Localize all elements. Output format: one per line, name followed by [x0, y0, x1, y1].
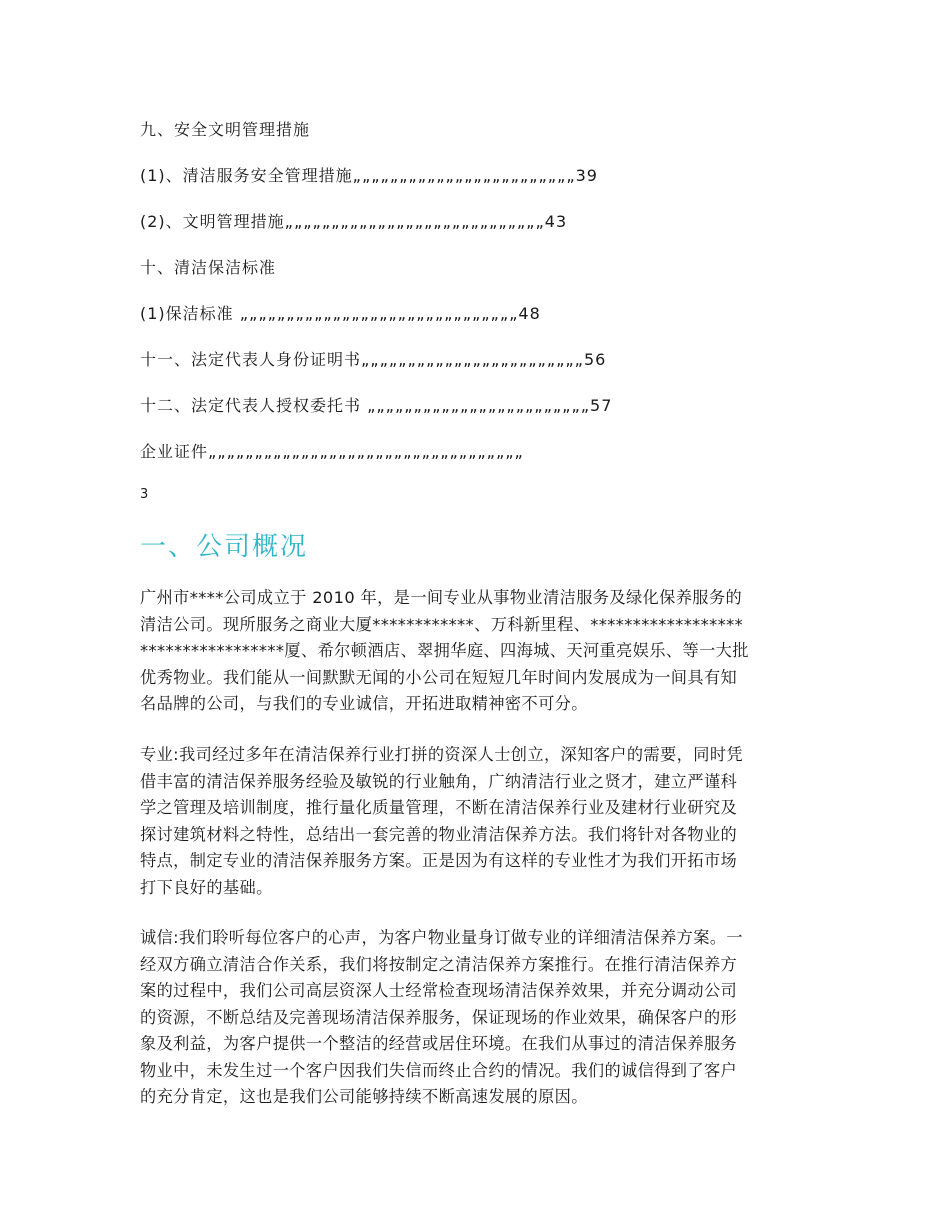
- paragraph-line: 的资源，不断总结及完善现场清洁保养服务，保证现场的作业效果，确保客户的形: [140, 1007, 738, 1027]
- toc-item-section-11: 十一、法定代表人身份证明书„„„„„„„„„„„„„„„„„„„„„„„„56: [140, 350, 607, 369]
- page-number: 3: [140, 487, 149, 502]
- paragraph-line: 打下良好的基础。: [140, 877, 273, 897]
- paragraph-line: 物业中，未发生过一个客户因我们失信而终止合约的情况。我们的诚信得到了客户: [140, 1060, 738, 1080]
- paragraph-line: 探讨建筑材料之特性，总结出一套完善的物业清洁保养方法。我们将针对各物业的: [140, 824, 738, 844]
- paragraph-line: 经双方确立清洁合作关系，我们将按制定之清洁保养方案推行。在推行清洁保养方: [140, 954, 738, 974]
- paragraph-line: 优秀物业。我们能从一间默默无闻的小公司在短短几年时间内发展成为一间具有知: [140, 667, 738, 687]
- toc-item-cleaning-standard: (1)保洁标准 „„„„„„„„„„„„„„„„„„„„„„„„„„„„„„48: [140, 304, 541, 323]
- toc-item-certificates: 企业证件„„„„„„„„„„„„„„„„„„„„„„„„„„„„„„„„„„: [140, 442, 524, 461]
- paragraph-line: 象及利益，为客户提供一个整洁的经营或居住环境。在我们从事过的清洁保养服务: [140, 1034, 738, 1053]
- paragraph-line: 清洁公司。现所服务之商业大厦************、万科新里程、******************: [140, 614, 744, 634]
- paragraph-integrity: [140, 925, 810, 1111]
- toc-item-safety-measures: (1)、清洁服务安全管理措施„„„„„„„„„„„„„„„„„„„„„„„„39: [140, 166, 598, 185]
- paragraph-line: 广州市****公司成立于 2010 年，是一间专业从事物业清洁服务及绿化保养服务的: [140, 588, 743, 607]
- section-heading: 一、公司概况: [140, 532, 309, 562]
- toc-item-section-10: 十、清洁保洁标准: [140, 258, 277, 277]
- toc-item-section-12: 十二、法定代表人授权委托书 „„„„„„„„„„„„„„„„„„„„„„„„57: [140, 396, 613, 415]
- paragraph-line: *****************厦、希尔顿酒店、翠拥华庭、四海城、天河重亮娱乐、等一大批: [140, 641, 749, 660]
- toc-item-section-9: 九、安全文明管理措施: [140, 120, 311, 139]
- paragraph-line: 借丰富的清洁保养服务经验及敏锐的行业触角，广纳清洁行业之贤才，建立严谨科: [140, 771, 738, 791]
- paragraph-professional: [140, 742, 810, 901]
- toc-item-civilized-measures: (2)、文明管理措施„„„„„„„„„„„„„„„„„„„„„„„„„„„„43: [140, 212, 568, 231]
- paragraph-line: 的充分肯定，这也是我们公司能够持续不断高速发展的原因。: [140, 1087, 588, 1106]
- paragraph-line: 特点，制定专业的清洁保养服务方案。正是因为有这样的专业性才为我们开拓市场: [140, 851, 738, 870]
- paragraph-overview: [140, 585, 810, 718]
- paragraph-line: 学之管理及培训制度，推行量化质量管理，不断在清洁保养行业及建材行业研究及: [140, 798, 738, 817]
- paragraph-line: 名品牌的公司，与我们的专业诚信，开拓进取精神密不可分。: [140, 694, 588, 713]
- paragraph-line: 专业:我司经过多年在清洁保养行业打拼的资深人士创立，深知客户的需要，同时凭: [140, 745, 744, 764]
- paragraph-line: 案的过程中，我们公司高层资深人士经常检查现场清洁保养效果，并充分调动公司: [140, 981, 738, 1000]
- paragraph-line: 诚信:我们聆听每位客户的心声，为客户物业量身订做专业的详细清洁保养方案。一: [140, 928, 744, 947]
